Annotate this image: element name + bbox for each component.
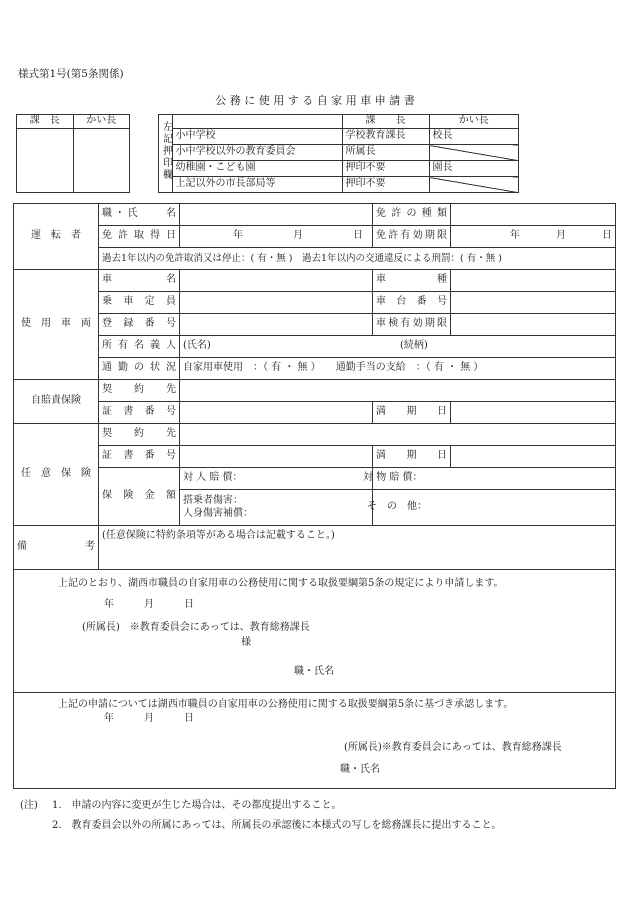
- label-contract: 契 約 先: [99, 380, 180, 402]
- application-statement: 上記のとおり、湖西市職員の自家用車の公務使用に関する取扱要綱第5条の規定により申請します。: [58, 578, 504, 589]
- passenger-injury-field[interactable]: 搭乗者傷害： 人身傷害補償：: [180, 490, 373, 526]
- section-optional-insurance: 任 意 保 険: [14, 424, 99, 526]
- page-title: 公 務 に 使 用 す る 自 家 用 車 申 請 書: [215, 94, 415, 107]
- note-2: 2. 教育委員会以外の所属にあっては、所属長の承認後に本様式の写しを総務課長に提出すること。: [52, 820, 502, 831]
- approval-col-manager: 課 長: [17, 115, 74, 129]
- property-damage-field[interactable]: 対 物 賠 償：: [373, 468, 616, 490]
- approval-section: [14, 693, 616, 789]
- seal-row-manager: 学校教育課長: [342, 129, 429, 145]
- application-form: [13, 203, 616, 789]
- applicant-signature: 職・氏名: [294, 666, 334, 677]
- seal-row-sub-diagonal: [429, 145, 519, 161]
- approval-col-submanager: かい長: [73, 115, 130, 129]
- manager-stamp-cell[interactable]: [17, 129, 74, 193]
- label-certificate: 証 書 番 号: [99, 446, 180, 468]
- owner-name-label: (氏名): [183, 340, 211, 352]
- label-remarks: 備 考: [14, 526, 99, 570]
- name-field[interactable]: [180, 204, 373, 226]
- license-date-field[interactable]: [180, 226, 373, 248]
- approver-signature: 職・氏名: [340, 764, 380, 775]
- application-date: 年 月 日: [104, 599, 194, 610]
- month-label: 月: [556, 230, 567, 242]
- car-name-field[interactable]: [180, 270, 373, 292]
- label-contract: 契 約 先: [99, 424, 180, 446]
- label-registration: 登 録 番 号: [99, 314, 180, 336]
- label-insurance-amount: 保 険 金 額: [99, 468, 180, 526]
- violation-history: 過去1年以内の免許取消又は停止：( 有・無 ) 過去1年以内の交通違反による刑罰：( 有・無 ): [99, 248, 616, 270]
- seal-reference-table: [158, 114, 519, 193]
- owner-field[interactable]: [180, 336, 616, 358]
- label-car-type: 車 種: [373, 270, 451, 292]
- capacity-field[interactable]: [180, 292, 373, 314]
- day-label: 日: [353, 230, 363, 242]
- label-chassis: 車 台 番 号: [373, 292, 451, 314]
- compulsory-contract-field[interactable]: [180, 380, 616, 402]
- label-inspection: 車検有効期限: [373, 314, 451, 336]
- chassis-field[interactable]: [451, 292, 616, 314]
- honorific: 様: [241, 637, 251, 648]
- seal-row-manager: 所属長: [342, 145, 429, 161]
- remarks-field[interactable]: [99, 526, 616, 570]
- seal-row-sub: 校長: [429, 129, 519, 145]
- label-capacity: 乗 車 定 員: [99, 292, 180, 314]
- label-certificate: 証 書 番 号: [99, 402, 180, 424]
- note-1: 1. 申請の内容に変更が生じた場合は、その都度提出すること。: [52, 800, 342, 811]
- label-car-name: 車 名: [99, 270, 180, 292]
- year-label: 年: [233, 230, 243, 242]
- car-type-field[interactable]: [451, 270, 616, 292]
- label-expiry: 満 期 日: [373, 446, 451, 468]
- month-label: 月: [293, 230, 303, 242]
- seal-row-manager: 押印不要: [342, 177, 429, 193]
- compulsory-expiry-field[interactable]: [451, 402, 616, 424]
- seal-row-sub-diagonal: [429, 177, 519, 193]
- day-label: 日: [602, 230, 613, 242]
- inspection-field[interactable]: [451, 314, 616, 336]
- license-expiry-field[interactable]: [451, 226, 616, 248]
- section-driver: 運 転 者: [14, 204, 99, 270]
- seal-row-sub: 園長: [429, 161, 519, 177]
- approval-date: 年 月 日: [104, 713, 194, 724]
- application-addressee: (所属長) ※教育委員会にあっては、教育総務課長: [82, 622, 310, 633]
- section-compulsory-insurance: 自賠責保険: [14, 380, 99, 424]
- seal-vertical-label: 左記押印欄: [159, 115, 173, 193]
- seal-head-manager: 課 長: [342, 115, 429, 129]
- label-license-date: 免許取得日: [99, 226, 180, 248]
- seal-row-dept: 小中学校: [172, 129, 342, 145]
- label-name: 職・氏 名: [99, 204, 180, 226]
- label-owner: 所有名義人: [99, 336, 180, 358]
- seal-row-dept: 小中学校以外の教育委員会: [172, 145, 342, 161]
- registration-field[interactable]: [180, 314, 373, 336]
- seal-row-manager: 押印不要: [342, 161, 429, 177]
- seal-head-submanager: かい長: [429, 115, 519, 129]
- approval-statement: 上記の申請については湖西市職員の自家用車の公務使用に関する取扱要綱第5条に基づき承認します。: [58, 699, 514, 710]
- compulsory-cert-field[interactable]: [180, 402, 373, 424]
- notes-prefix: (注): [20, 800, 38, 811]
- approval-stamp-box: [16, 114, 130, 193]
- label-commute: 通勤の状況: [99, 358, 180, 380]
- other-coverage-field[interactable]: そ の 他：: [373, 490, 616, 526]
- bodily-injury-field[interactable]: 対 人 賠 償：: [180, 468, 373, 490]
- commute-status: 自家用車使用 ：（ 有 ・ 無 ） 通勤手当の支給 ：（ 有 ・ 無 ）: [180, 358, 616, 380]
- seal-row-dept: 上記以外の市長部局等: [172, 177, 342, 193]
- label-license-expiry: 免許有効期限: [373, 226, 451, 248]
- year-label: 年: [510, 230, 521, 242]
- application-section: [14, 570, 616, 693]
- approver: (所属長)※教育委員会にあっては、教育総務課長: [344, 742, 562, 753]
- label-license-type: 免 許 の 種 類: [373, 204, 451, 226]
- seal-row-dept: 幼稚園・こども園: [172, 161, 342, 177]
- submanager-stamp-cell[interactable]: [73, 129, 130, 193]
- license-type-field[interactable]: [451, 204, 616, 226]
- form-number: 様式第1号(第5条関係): [18, 68, 124, 80]
- section-vehicle: 使 用 車 両: [14, 270, 99, 380]
- optional-expiry-field[interactable]: [451, 446, 616, 468]
- remarks-hint: (任意保険に特約条項等がある場合は記載すること。): [102, 530, 335, 541]
- optional-cert-field[interactable]: [180, 446, 373, 468]
- optional-contract-field[interactable]: [180, 424, 616, 446]
- relation-label: (続柄): [400, 340, 428, 352]
- label-expiry: 満 期 日: [373, 402, 451, 424]
